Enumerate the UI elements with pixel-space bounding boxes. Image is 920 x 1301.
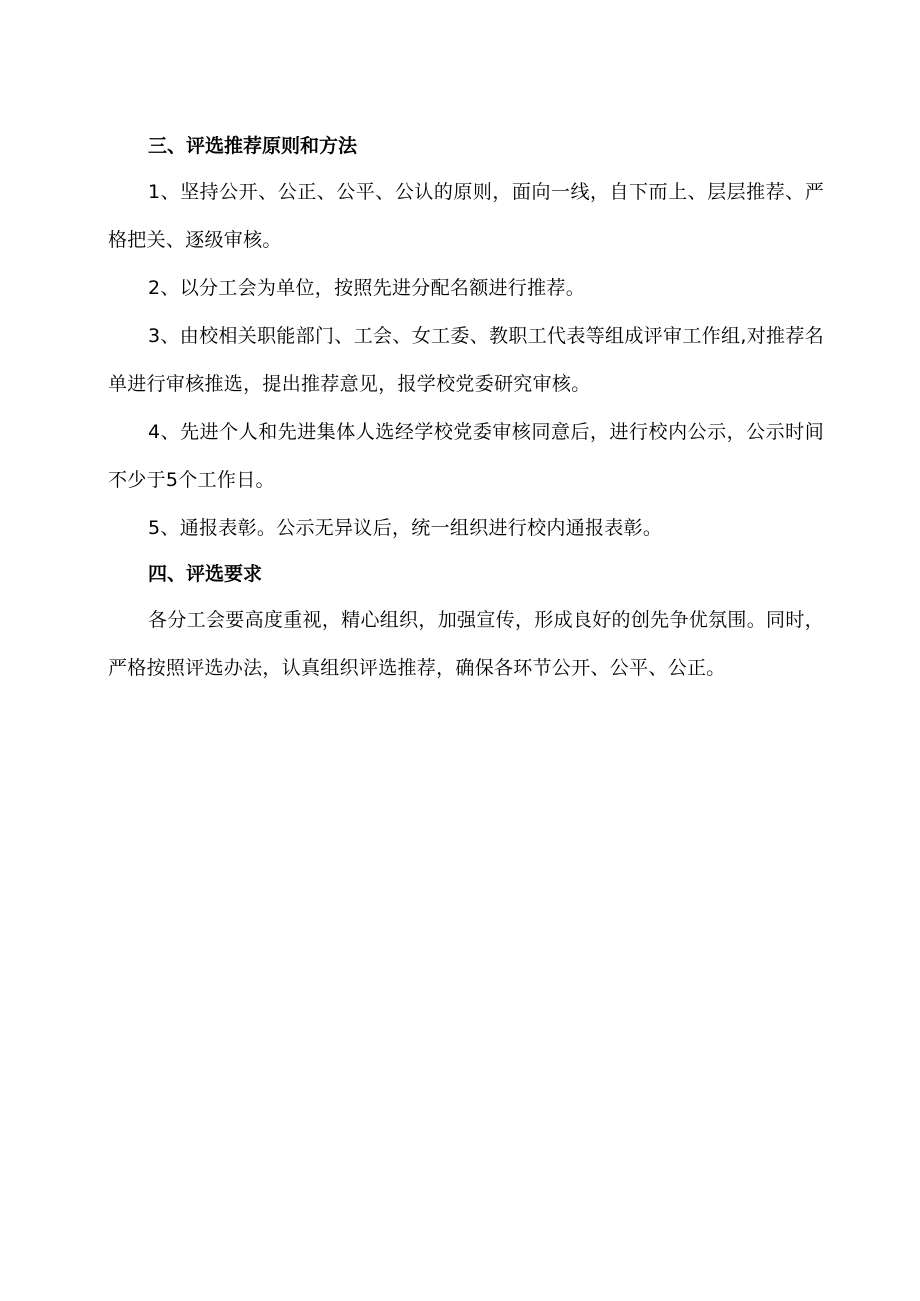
principle-item-1: 1、坚持公开、公正、公平、公认的原则，面向一线，自下而上、层层推荐、严格把关、逐级审核。 xyxy=(108,181,824,251)
principle-item-2: 2、以分工会为单位，按照先进分配名额进行推荐。 xyxy=(148,277,585,299)
document-body xyxy=(108,124,824,692)
principle-item-4: 4、先进个人和先进集体人选经学校党委审核同意后，进行校内公示，公示时间不少于5个工作日。 xyxy=(108,421,824,491)
principle-item-3: 3、由校相关职能部门、工会、女工委、教职工代表等组成评审工作组,对推荐名单进行审核推选，提出推荐意见，报学校党委研究审核。 xyxy=(108,325,824,395)
principle-item-5: 5、通报表彰。公示无异议后，统一组织进行校内通报表彰。 xyxy=(148,517,663,539)
requirements-paragraph: 各分工会要高度重视，精心组织，加强宣传，形成良好的创先争优氛围。同时，严格按照评选办法，认真组织评选推荐，确保各环节公开、公平、公正。 xyxy=(108,609,824,679)
section-heading-principles: 三、评选推荐原则和方法 xyxy=(148,135,358,157)
section-heading-requirements: 四、评选要求 xyxy=(148,563,263,585)
